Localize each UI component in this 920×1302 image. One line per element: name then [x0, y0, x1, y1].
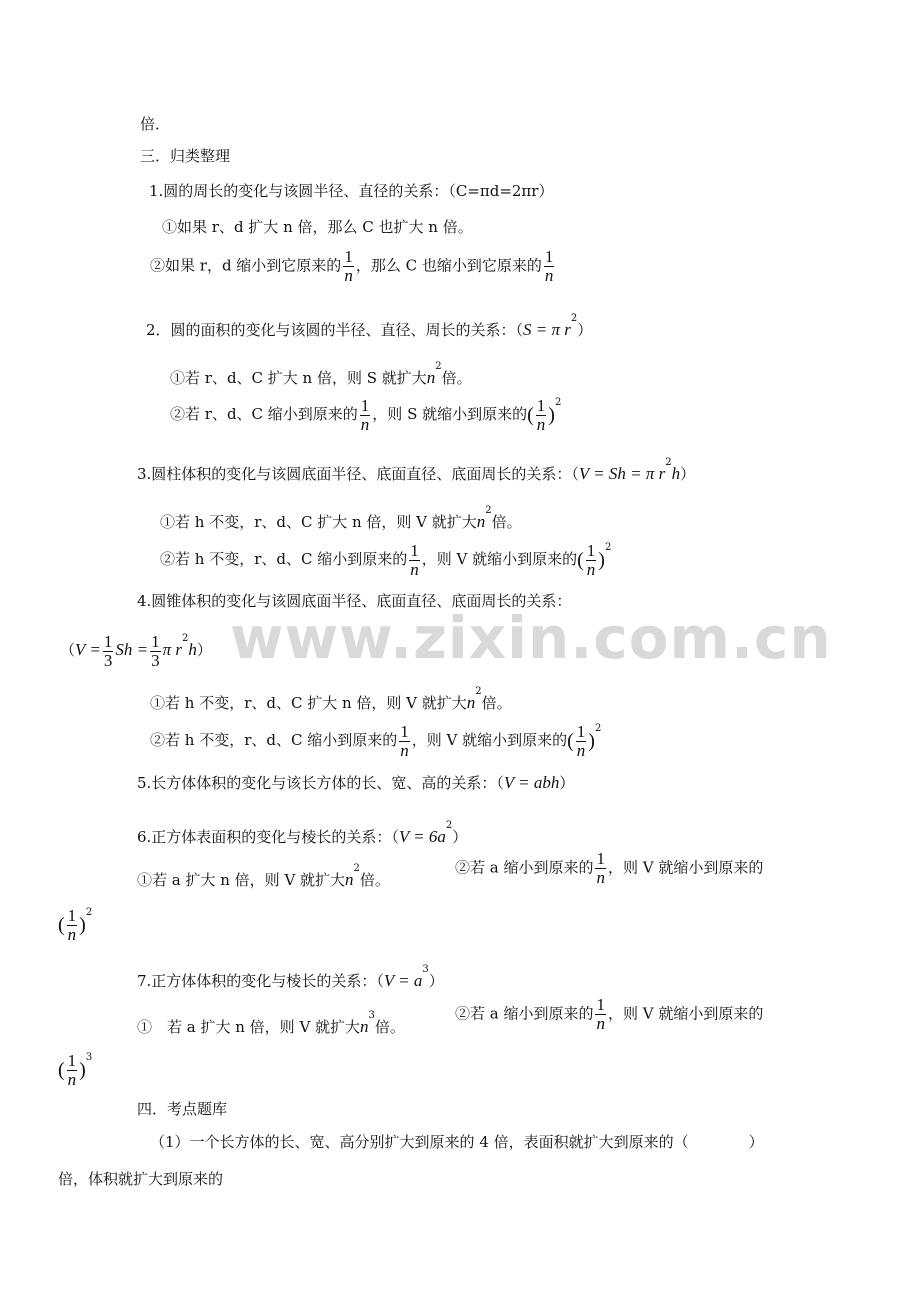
fraction-1-over-n: $\frac{1}{n}$ — [344, 247, 353, 285]
fraction-1-over-n: $\frac{1}{n}$ — [586, 540, 596, 579]
fraction-1-over-n: $\frac{1}{n}$ — [536, 395, 546, 434]
item-4-formula: （V = $\frac{1}{3}$ Sh = $\frac{1}{3}$ π $r^2h$） — [60, 631, 212, 670]
fraction-1-over-n: $\frac{1}{n}$ — [544, 247, 554, 285]
item-2b: ②若 r、d、C 缩小到原来的 $\frac{1}{n}$ ，则 S 就缩小到原来的( $\frac{1}{n}$ )$^2$ — [170, 395, 562, 434]
fraction-1-over-n: $\frac{1}{n}$ — [596, 849, 605, 887]
item-3b: ②若 h 不变，r、d、C 缩小到原来的 $\frac{1}{n}$ ，则 V 就缩小到原来的( $\frac{1}{n}$ )$^2$ — [160, 540, 612, 579]
item-5-heading: 5.长方体体积的变化与该长方体的长、宽、高的关系：（V = abh） — [137, 773, 575, 792]
fraction-1-over-3: $\frac{1}{3}$ — [151, 631, 160, 670]
item-6b-cont: ( $\frac{1}{n}$ )$^2$ — [58, 905, 93, 944]
question-1-cont: 倍，体积就扩大到原来的 — [58, 1170, 224, 1188]
section-title-3: 三．归类整理 — [140, 147, 231, 165]
item-7-heading: 7.正方体体积的变化与棱长的关系：$(V = a^3)$ — [137, 964, 444, 990]
item-3a: ①若 h 不变，r、d、C 扩大 n 倍，则 V 就扩大$n^2$倍。 — [160, 505, 522, 531]
watermark: www.zixin.com.cn — [230, 604, 832, 672]
item-6b: ②若 a 缩小到原来的 $\frac{1}{n}$ ，则 V 就缩小到原来的 — [455, 849, 764, 887]
item-6a: ①若 a 扩大 n 倍，则 V 就扩大$n^2$倍。 — [137, 863, 390, 889]
item-7b-cont: ( $\frac{1}{n}$ )$^3$ — [58, 1050, 93, 1089]
item-7a: ① 若 a 扩大 n 倍，则 V 就扩大$n^3$倍。 — [137, 1010, 405, 1036]
item-1a: ①如果 r、d 扩大 n 倍，那么 C 也扩大 n 倍。 — [162, 218, 473, 236]
text-line: 倍． — [140, 115, 171, 133]
fraction-1-over-n: $\frac{1}{n}$ — [67, 905, 77, 944]
fraction-1-over-3: $\frac{1}{3}$ — [103, 631, 113, 670]
section-title-4: 四．考点题库 — [137, 1100, 228, 1118]
fraction-1-over-n: $\frac{1}{n}$ — [410, 540, 419, 579]
item-1b — [150, 248, 556, 285]
item-4a: ①若 h 不变，r、d、C 扩大 n 倍，则 V 就扩大$n^2$倍。 — [150, 686, 512, 712]
item-7b: ②若 a 缩小到原来的 $\frac{1}{n}$ ，则 V 就缩小到原来的 — [455, 995, 764, 1033]
fraction-1-over-n: $\frac{1}{n}$ — [596, 995, 605, 1033]
item-4-heading: 4.圆锥体积的变化与该圆底面半径、底面直径、底面周长的关系： — [137, 592, 572, 610]
question-1: （1）一个长方体的长、宽、高分别扩大到原来的 4 倍，表面积就扩大到原来的（ ） — [150, 1133, 764, 1151]
item-1-heading: 1.圆的周长的变化与该圆半径、直径的关系：（C=πd=2πr） — [149, 182, 554, 200]
text: ②如果 r，d 缩小到它原来的 — [150, 256, 342, 275]
item-4b: ②若 h 不变，r、d、C 缩小到原来的 $\frac{1}{n}$ ，则 V 就缩小到原来的( $\frac{1}{n}$ )$^2$ — [150, 721, 602, 760]
item-3-heading: 3.圆柱体积的变化与该圆底面半径、底面直径、底面周长的关系：（V = Sh = π $r^2h$） — [137, 457, 696, 483]
text: ，那么 C 也缩小到它原来的 — [355, 256, 542, 275]
item-2a: ①若 r、d、C 扩大 n 倍，则 S 就扩大$n^2$倍。 — [170, 361, 472, 387]
fraction-1-over-n: $\frac{1}{n}$ — [67, 1050, 77, 1089]
fraction-1-over-n: $\frac{1}{n}$ — [400, 721, 409, 760]
item-6-heading: 6.正方体表面积的变化与棱长的关系：$(V = 6a^2)$ — [137, 820, 468, 846]
item-2-heading: 2．圆的面积的变化与该圆的半径、直径、周长的关系：（S = π $r^2$） — [146, 313, 593, 339]
fraction-1-over-n: $\frac{1}{n}$ — [576, 721, 586, 760]
fraction-1-over-n: $\frac{1}{n}$ — [360, 395, 370, 434]
